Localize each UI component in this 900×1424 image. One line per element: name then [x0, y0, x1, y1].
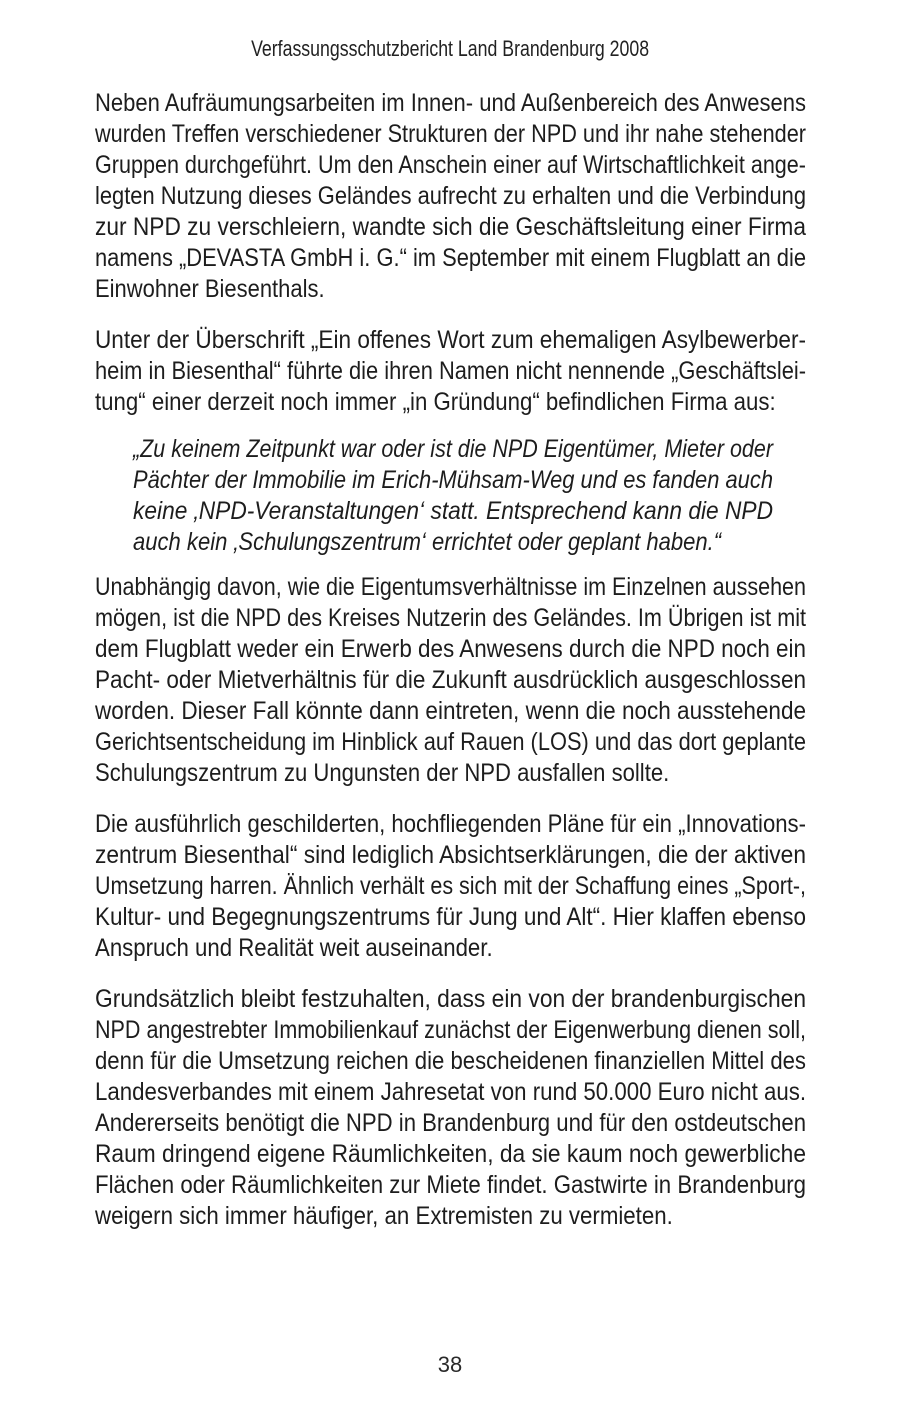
text-line: Andererseits benötigt die NPD in Brandenburg und für den ostdeutschen	[95, 1109, 806, 1137]
text-line-row	[95, 902, 806, 933]
text-line-row	[95, 356, 806, 387]
text-line: mögen, ist die NPD des Kreises Nutzerin des Geländes. Im Übrigen ist mit	[95, 604, 806, 632]
text-line: zur NPD zu verschleiern, wandte sich die Geschäftsleitung einer Firma	[95, 213, 806, 241]
text-line-row	[95, 1139, 806, 1170]
text-line-row	[95, 150, 806, 181]
text-line: weigern sich immer häufiger, an Extremisten zu vermieten.	[95, 1202, 673, 1230]
text-line-row	[95, 1170, 806, 1201]
text-line-row	[95, 871, 806, 902]
text-line: Grundsätzlich bleibt festzuhalten, dass ein von der brandenburgischen	[95, 985, 806, 1013]
text-line-row	[133, 434, 773, 465]
text-line: Unter der Überschrift „Ein offenes Wort zum ehemaligen Asylbewerber-	[95, 326, 806, 354]
text-line: denn für die Umsetzung reichen die bescheidenen finanziellen Mittel des	[95, 1047, 806, 1075]
text-line: keine ‚NPD-Veranstaltungen‘ statt. Entsprechend kann die NPD	[133, 497, 773, 525]
text-line-row	[95, 572, 806, 603]
text-line-row	[95, 603, 806, 634]
text-line-row	[95, 1046, 806, 1077]
text-line-row	[95, 387, 806, 418]
paragraph	[95, 88, 806, 305]
text-line-row	[95, 88, 806, 119]
text-line-row	[95, 984, 806, 1015]
text-line: worden. Dieser Fall könnte dann eintreten, wenn die noch ausstehende	[95, 697, 806, 725]
text-line: Pächter der Immobilie im Erich-Mühsam-Weg und es fanden auch	[133, 466, 773, 494]
text-line: Landesverbandes mit einem Jahresetat von rund 50.000 Euro nicht aus.	[95, 1078, 806, 1106]
text-line: NPD angestrebter Immobilienkauf zunächst der Eigenwerbung dienen soll,	[95, 1016, 806, 1044]
text-line-row	[95, 212, 806, 243]
text-line: Einwohner Biesenthals.	[95, 275, 325, 303]
text-line: Flächen oder Räumlichkeiten zur Miete findet. Gastwirte in Brandenburg	[95, 1171, 806, 1199]
page-body-text	[95, 88, 806, 1232]
text-line: tung“ einer derzeit noch immer „in Gründung“ befindlichen Firma aus:	[95, 388, 776, 416]
text-line-row	[95, 1077, 806, 1108]
text-line-row	[95, 665, 806, 696]
text-line: Schulungszentrum zu Ungunsten der NPD ausfallen sollte.	[95, 759, 670, 787]
text-line: Kultur- und Begegnungszentrums für Jung und Alt“. Hier klaffen ebenso	[95, 903, 806, 931]
text-line-row	[95, 933, 806, 964]
text-line-row	[133, 465, 773, 496]
paragraph	[95, 572, 806, 789]
text-line-row	[95, 243, 806, 274]
text-line: heim in Biesenthal“ führte die ihren Namen nicht nennende „Geschäftslei-	[95, 357, 806, 385]
text-line: Pacht- oder Mietverhältnis für die Zukunft ausdrücklich ausgeschlossen	[95, 666, 806, 694]
text-line-row	[95, 325, 806, 356]
text-line-row	[95, 809, 806, 840]
running-header	[95, 0, 806, 62]
paragraph	[95, 984, 806, 1232]
text-line: Neben Aufräumungsarbeiten im Innen- und Außenbereich des Anwesens	[95, 89, 806, 117]
text-line-row	[95, 274, 806, 305]
text-line: zentrum Biesenthal“ sind lediglich Absichtserklärungen, die der aktiven	[95, 841, 806, 869]
text-line: auch kein ‚Schulungszentrum‘ errichtet oder geplant haben.“	[133, 528, 722, 556]
text-line: Raum dringend eigene Räumlichkeiten, da sie kaum noch gewerbliche	[95, 1140, 806, 1168]
text-line-row	[95, 696, 806, 727]
text-line: Unabhängig davon, wie die Eigentumsverhältnisse im Einzelnen aussehen	[95, 573, 806, 601]
text-line-row	[95, 119, 806, 150]
text-line-row	[95, 1201, 806, 1232]
text-line: wurden Treffen verschiedener Strukturen der NPD und ihr nahe stehender	[95, 120, 806, 148]
text-line: Anspruch und Realität weit auseinander.	[95, 934, 493, 962]
block-quote	[133, 434, 773, 558]
text-line-row	[95, 181, 806, 212]
text-line-row	[95, 840, 806, 871]
text-line: Gerichtsentscheidung im Hinblick auf Rauen (LOS) und das dort geplante	[95, 728, 806, 756]
text-line-row	[95, 1108, 806, 1139]
text-line: dem Flugblatt weder ein Erwerb des Anwesens durch die NPD noch ein	[95, 635, 806, 663]
paragraph	[95, 325, 806, 418]
text-line: legten Nutzung dieses Geländes aufrecht zu erhalten und die Verbindung	[95, 182, 806, 210]
text-line: Umsetzung harren. Ähnlich verhält es sich mit der Schaffung eines „Sport-,	[95, 872, 806, 900]
page-footer	[0, 1352, 900, 1378]
text-line: Die ausführlich geschilderten, hochfliegenden Pläne für ein „Innovations-	[95, 810, 806, 838]
text-line-row	[95, 758, 806, 789]
text-line: „Zu keinem Zeitpunkt war oder ist die NPD Eigentümer, Mieter oder	[133, 435, 773, 463]
text-line-row	[95, 1015, 806, 1046]
text-line-row	[95, 634, 806, 665]
text-line: namens „DEVASTA GmbH i. G.“ im September mit einem Flugblatt an die	[95, 244, 806, 272]
text-line: Gruppen durchgeführt. Um den Anschein einer auf Wirtschaftlichkeit ange-	[95, 151, 806, 179]
paragraph	[95, 809, 806, 964]
page-number: 38	[437, 1352, 463, 1377]
text-line-row	[133, 496, 773, 527]
text-line-row	[133, 527, 773, 558]
text-line-row	[95, 727, 806, 758]
page-header-title: Verfassungsschutzbericht Land Brandenburg 2008	[251, 36, 650, 61]
